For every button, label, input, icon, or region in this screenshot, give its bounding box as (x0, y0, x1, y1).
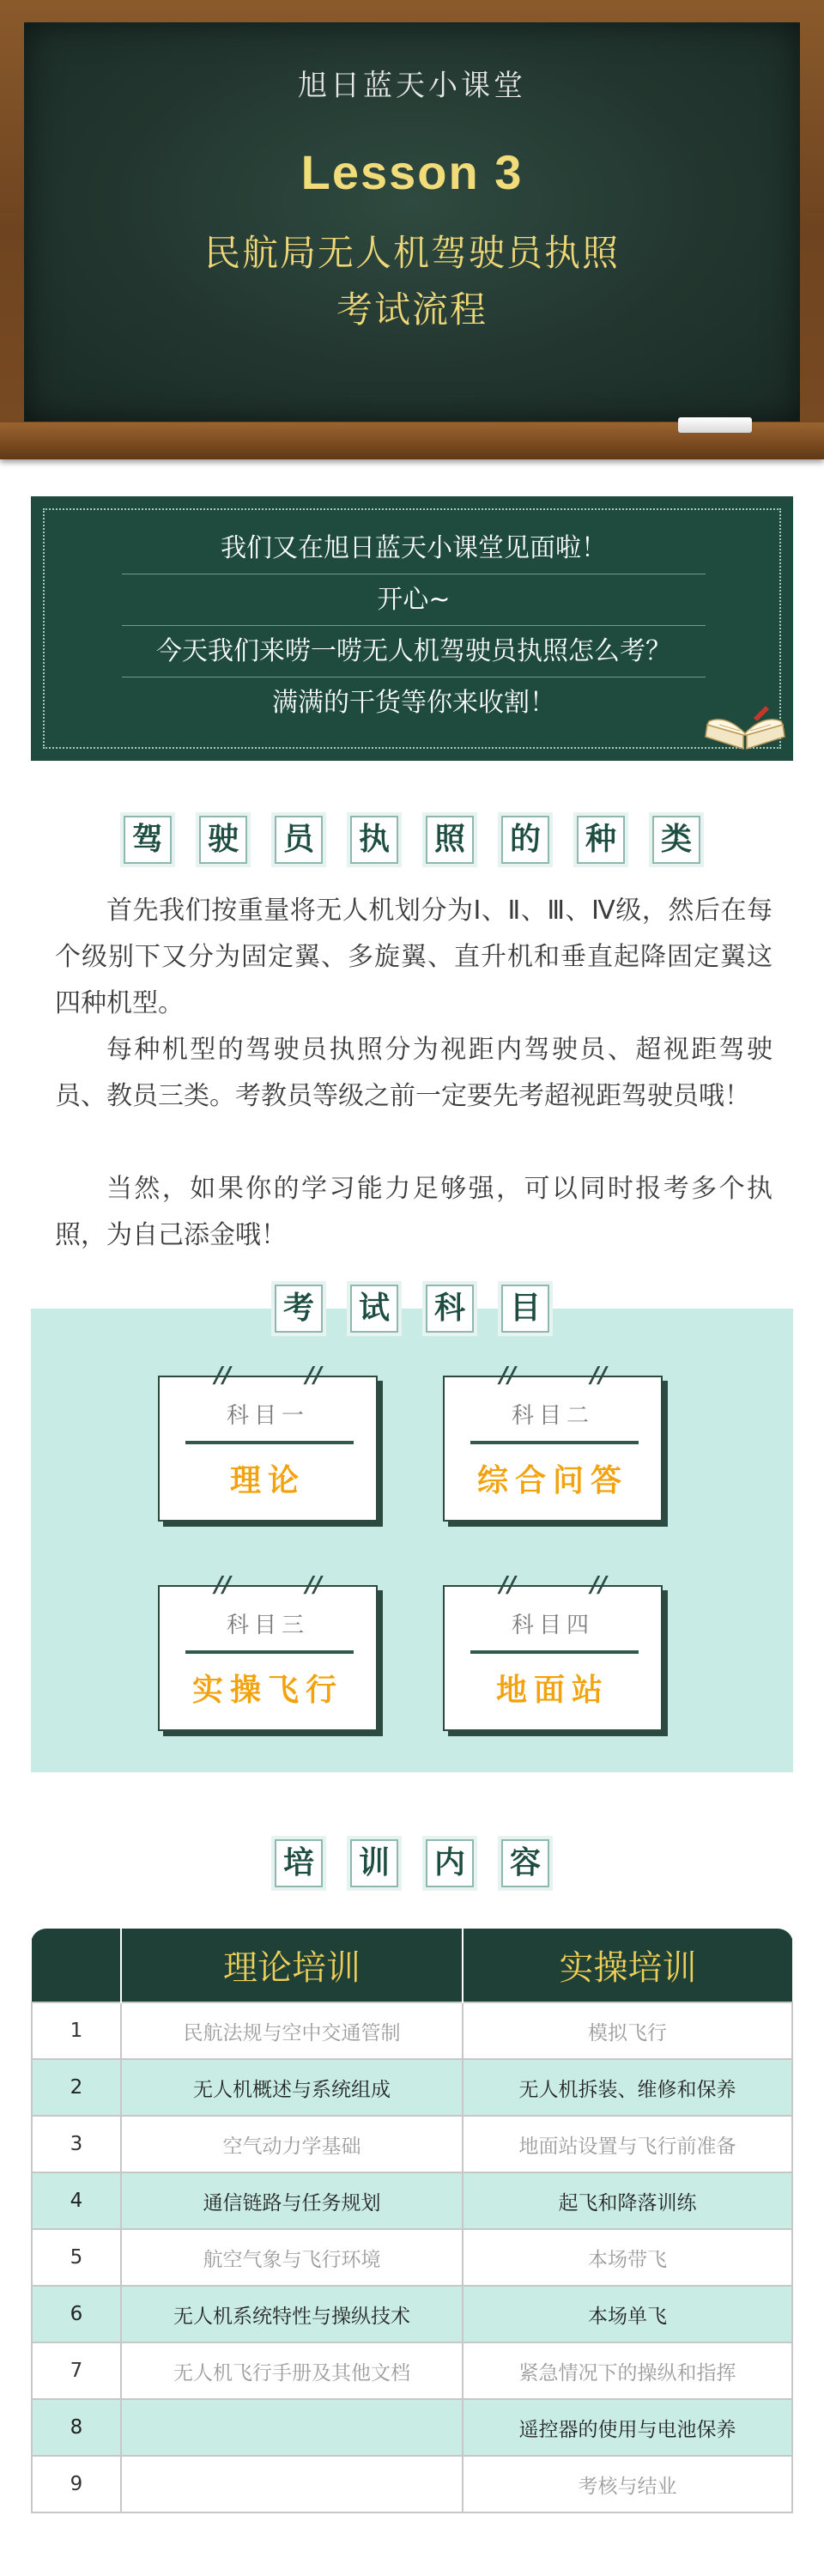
open-book-icon (702, 699, 788, 750)
theory-cell (121, 2399, 463, 2456)
clip-icon: // (215, 1572, 231, 1598)
row-number: 5 (32, 2229, 121, 2286)
row-number: 7 (32, 2342, 121, 2399)
clip-icon: // (500, 1363, 516, 1388)
title-char: 种 (577, 816, 625, 864)
page-title-line1: 民航局无人机驾驶员执照 (203, 232, 620, 274)
table-header-row (32, 1929, 792, 2002)
subject-card-1 (158, 1363, 378, 1522)
theory-cell: 无人机飞行手册及其他文档 (121, 2342, 463, 2399)
brand-name: 旭日蓝天小课堂 (298, 69, 526, 103)
row-number: 2 (32, 2059, 121, 2116)
row-number: 4 (32, 2172, 121, 2229)
table-row (32, 2002, 792, 2059)
section-title-training (0, 1839, 824, 1887)
title-char: 类 (652, 816, 700, 864)
practice-cell: 模拟飞行 (463, 2002, 792, 2059)
clip-icon: // (591, 1363, 607, 1388)
paragraph-weight-classes: 首先我们按重量将无人机划分为Ⅰ、Ⅱ、Ⅲ、Ⅳ级，然后在每个级别下又分为固定翼、多旋翼、直升机和垂直起降固定翼这四种机型。 (55, 896, 772, 1018)
title-char: 内 (426, 1839, 474, 1887)
clip-icon: // (306, 1363, 322, 1388)
table-row (32, 2342, 792, 2399)
subject-value: 地面站 (495, 1673, 609, 1708)
table-header-theory: 理论培训 (121, 1929, 463, 2002)
subject-divider (185, 1650, 354, 1654)
theory-cell: 无人机系统特性与操纵技术 (121, 2286, 463, 2342)
chalk-icon (678, 417, 752, 433)
training-table (31, 1929, 793, 2513)
practice-cell: 起飞和降落训练 (463, 2172, 792, 2229)
title-char: 科 (426, 1285, 474, 1333)
title-char: 员 (275, 816, 323, 864)
lesson-number: Lesson 3 (300, 145, 524, 199)
table-row (32, 2116, 792, 2172)
greeting-box (31, 496, 793, 761)
section-title-license-types (0, 816, 824, 864)
clip-icon: // (500, 1572, 516, 1598)
subject-label: 科目三 (226, 1613, 309, 1638)
subject-card-3 (158, 1572, 378, 1731)
row-number: 3 (32, 2116, 121, 2172)
theory-cell: 民航法规与空中交通管制 (121, 2002, 463, 2059)
table-header-practice: 实操培训 (463, 1929, 792, 2002)
title-char: 的 (501, 816, 549, 864)
clip-icon: // (306, 1572, 322, 1598)
subject-value: 理论 (229, 1463, 306, 1498)
paragraph-license-categories: 每种机型的驾驶员执照分为视距内驾驶员、超视距驾驶员、教员三类。考教员等级之前一定要先考超视距驾驶员哦！ (55, 1035, 772, 1111)
title-char: 试 (350, 1285, 398, 1333)
page-title (0, 225, 824, 338)
practice-cell: 无人机拆装、维修和保养 (463, 2059, 792, 2116)
practice-cell: 地面站设置与飞行前准备 (463, 2116, 792, 2172)
theory-cell: 航空气象与飞行环境 (121, 2229, 463, 2286)
subject-label: 科目四 (511, 1613, 594, 1638)
table-row (32, 2399, 792, 2456)
greeting-line: 开心~ (377, 585, 451, 615)
subject-label: 科目一 (226, 1403, 309, 1429)
practice-cell: 本场带飞 (463, 2229, 792, 2286)
row-number: 8 (32, 2399, 121, 2456)
theory-cell (121, 2456, 463, 2512)
blackboard-header (0, 0, 824, 459)
title-char: 驾 (124, 816, 172, 864)
subject-divider (470, 1650, 639, 1654)
title-char: 容 (501, 1839, 549, 1887)
practice-cell: 考核与结业 (463, 2456, 792, 2512)
row-number: 1 (32, 2002, 121, 2059)
title-char: 执 (350, 816, 398, 864)
title-char: 目 (501, 1285, 549, 1333)
title-char: 照 (426, 816, 474, 864)
practice-cell: 遥控器的使用与电池保养 (463, 2399, 792, 2456)
subject-label: 科目二 (511, 1403, 594, 1429)
table-row (32, 2286, 792, 2342)
greeting-border (43, 508, 781, 749)
greeting-line: 今天我们来唠一唠无人机驾驶员执照怎么考？ (156, 636, 671, 666)
greeting-line: 我们又在旭日蓝天小课堂见面啦！ (221, 533, 607, 563)
theory-cell: 通信链路与任务规划 (121, 2172, 463, 2229)
subject-value: 综合问答 (476, 1463, 628, 1498)
clip-icon: // (215, 1363, 231, 1388)
subject-card-4 (443, 1572, 663, 1731)
table-header-num (32, 1929, 121, 2002)
table-row (32, 2172, 792, 2229)
greeting-line: 满满的干货等你来收割！ (272, 688, 555, 718)
practice-cell: 本场单飞 (463, 2286, 792, 2342)
subject-value: 实操飞行 (191, 1673, 343, 1708)
exam-subjects-panel (31, 1309, 793, 1772)
section-title-exam-subjects (0, 1285, 824, 1333)
practice-cell: 紧急情况下的操纵和指挥 (463, 2342, 792, 2399)
title-char: 驶 (199, 816, 247, 864)
row-number: 6 (32, 2286, 121, 2342)
subject-divider (470, 1441, 639, 1444)
subject-card-2 (443, 1363, 663, 1522)
clip-icon: // (591, 1572, 607, 1598)
theory-cell: 空气动力学基础 (121, 2116, 463, 2172)
page-title-line2: 考试流程 (336, 289, 488, 331)
table-row (32, 2059, 792, 2116)
row-number: 9 (32, 2456, 121, 2512)
title-char: 训 (350, 1839, 398, 1887)
title-char: 培 (275, 1839, 323, 1887)
title-char: 考 (275, 1285, 323, 1333)
greeting-divider (122, 625, 706, 626)
paragraph-multiple-licenses: 当然，如果你的学习能力足够强，可以同时报考多个执照，为自己添金哦！ (55, 1174, 772, 1250)
theory-cell: 无人机概述与系统组成 (121, 2059, 463, 2116)
table-row (32, 2456, 792, 2512)
subject-divider (185, 1441, 354, 1444)
table-row (32, 2229, 792, 2286)
